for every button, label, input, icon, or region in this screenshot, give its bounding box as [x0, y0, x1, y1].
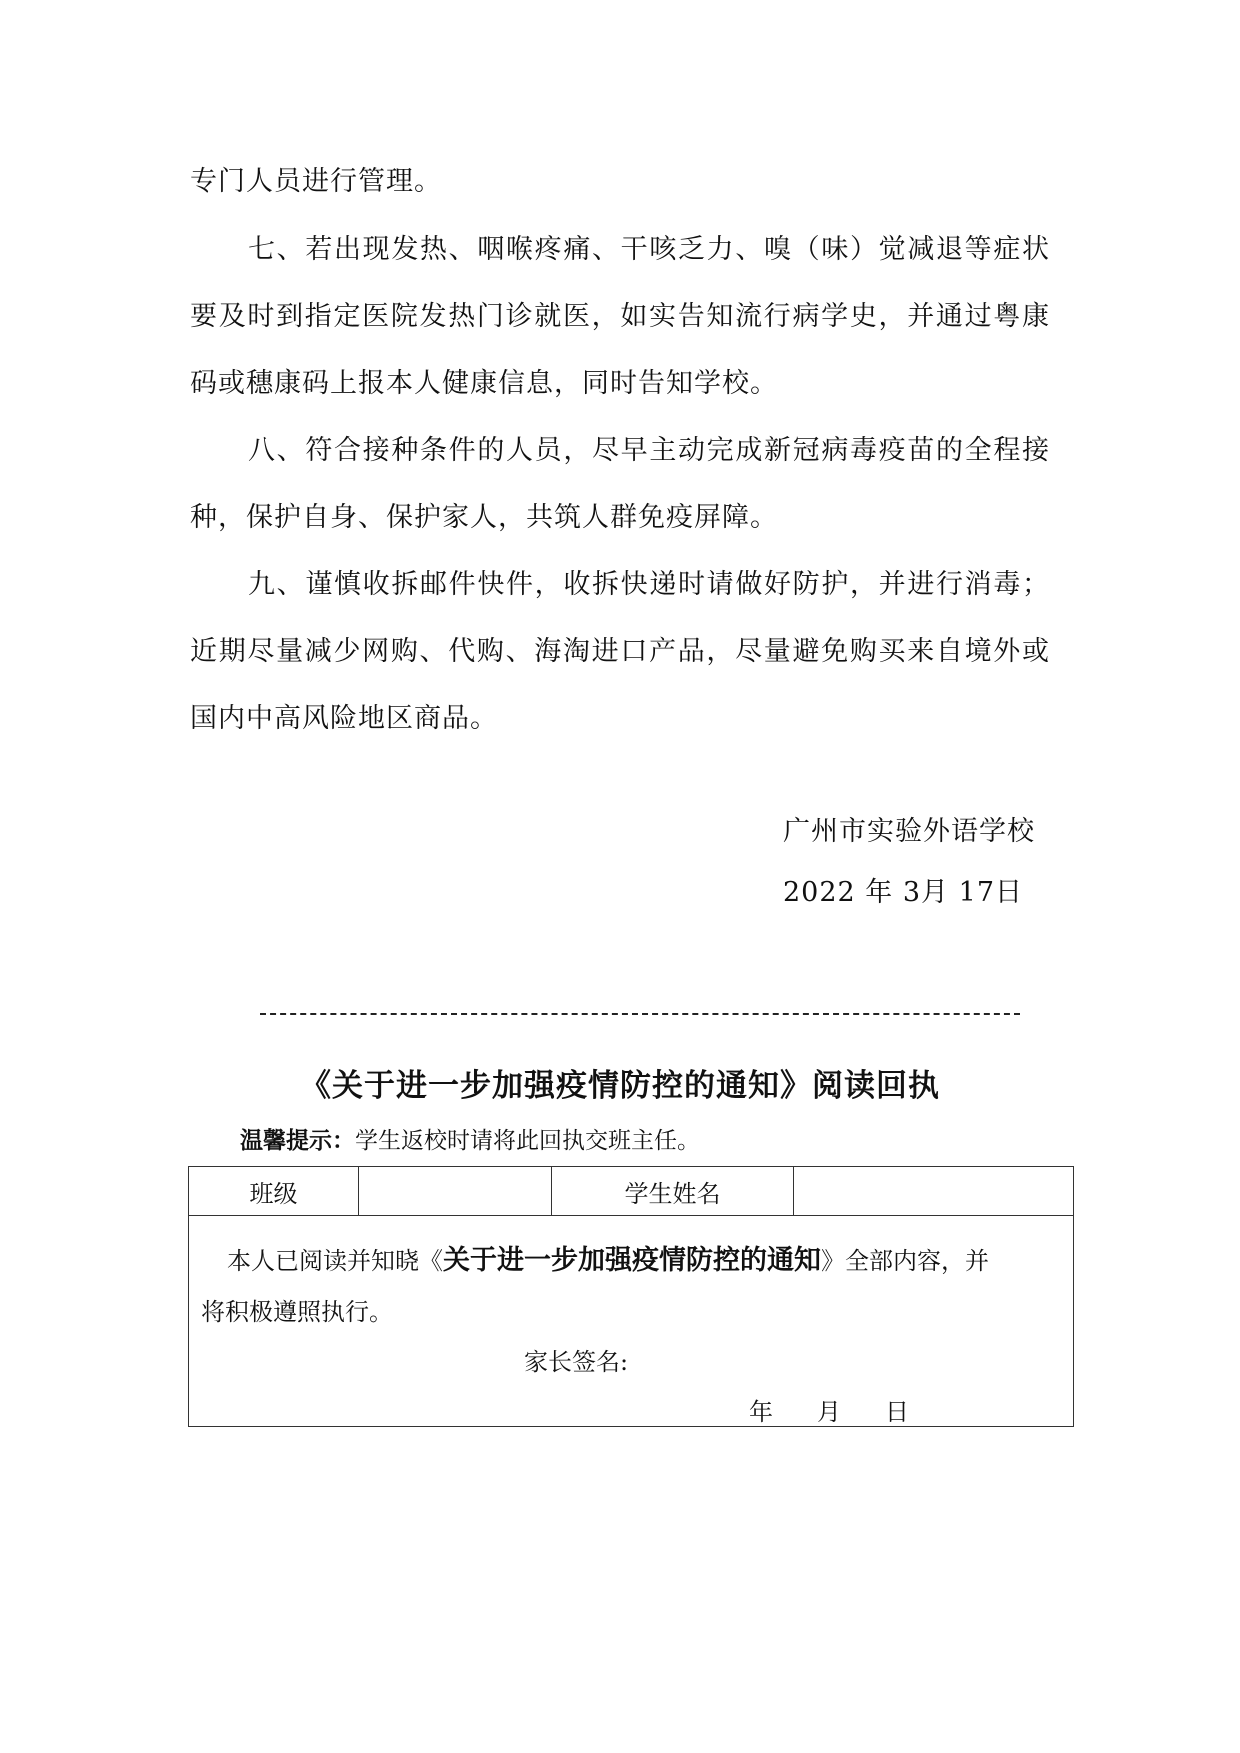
paragraph-line: 国内中高风险地区商品。	[190, 703, 498, 734]
paragraph-line: 种，保护自身、保护家人，共筑人群免疫屏障。	[190, 502, 778, 533]
statement-cell	[189, 1216, 1074, 1427]
signature-date: 2022 年 3月 17日	[783, 877, 1023, 908]
paragraph-line: 要及时到指定医院发热门诊就医，如实告知流行病学史，并通过粤康	[190, 301, 1050, 332]
receipt-tip	[240, 1124, 700, 1158]
paragraph-line: 码或穗康码上报本人健康信息，同时告知学校。	[190, 368, 778, 399]
signature-date-fields	[749, 1392, 953, 1427]
paragraph-line: 专门人员进行管理。	[190, 166, 442, 197]
statement-line-2: 将积极遵照执行。	[201, 1298, 393, 1326]
class-label: 班级	[189, 1167, 359, 1216]
class-field[interactable]	[359, 1167, 552, 1216]
parent-signature-label: 家长签名:	[524, 1348, 629, 1376]
statement-post: 》全部内容，并	[821, 1247, 989, 1275]
student-name-label: 学生姓名	[552, 1167, 794, 1216]
date-year-label: 年	[749, 1398, 773, 1426]
paragraph-line: 八、符合接种条件的人员，尽早主动完成新冠病毒疫苗的全程接	[248, 435, 1050, 466]
receipt-table	[188, 1166, 1074, 1427]
statement-title: 关于进一步加强疫情防控的通知	[443, 1245, 821, 1276]
paragraph-line: 近期尽量减少网购、代购、海淘进口产品，尽量避免购买来自境外或	[190, 636, 1050, 667]
cut-line-divider	[260, 1013, 1020, 1015]
receipt-title: 《关于进一步加强疫情防控的通知》阅读回执	[300, 1068, 940, 1104]
paragraph-line: 九、谨慎收拆邮件快件，收拆快递时请做好防护，并进行消毒；	[248, 569, 1050, 600]
paragraph-line: 七、若出现发热、咽喉疼痛、干咳乏力、嗅（味）觉减退等症状	[248, 234, 1050, 265]
student-name-field[interactable]	[794, 1167, 1074, 1216]
tip-label: 温馨提示：	[240, 1128, 355, 1154]
tip-text: 学生返校时请将此回执交班主任。	[355, 1128, 700, 1154]
statement-pre: 本人已阅读并知晓《	[227, 1247, 443, 1275]
date-day-label: 日	[885, 1398, 909, 1426]
statement-line	[227, 1238, 989, 1277]
date-month-label: 月	[817, 1398, 841, 1426]
school-signature: 广州市实验外语学校	[783, 816, 1035, 847]
